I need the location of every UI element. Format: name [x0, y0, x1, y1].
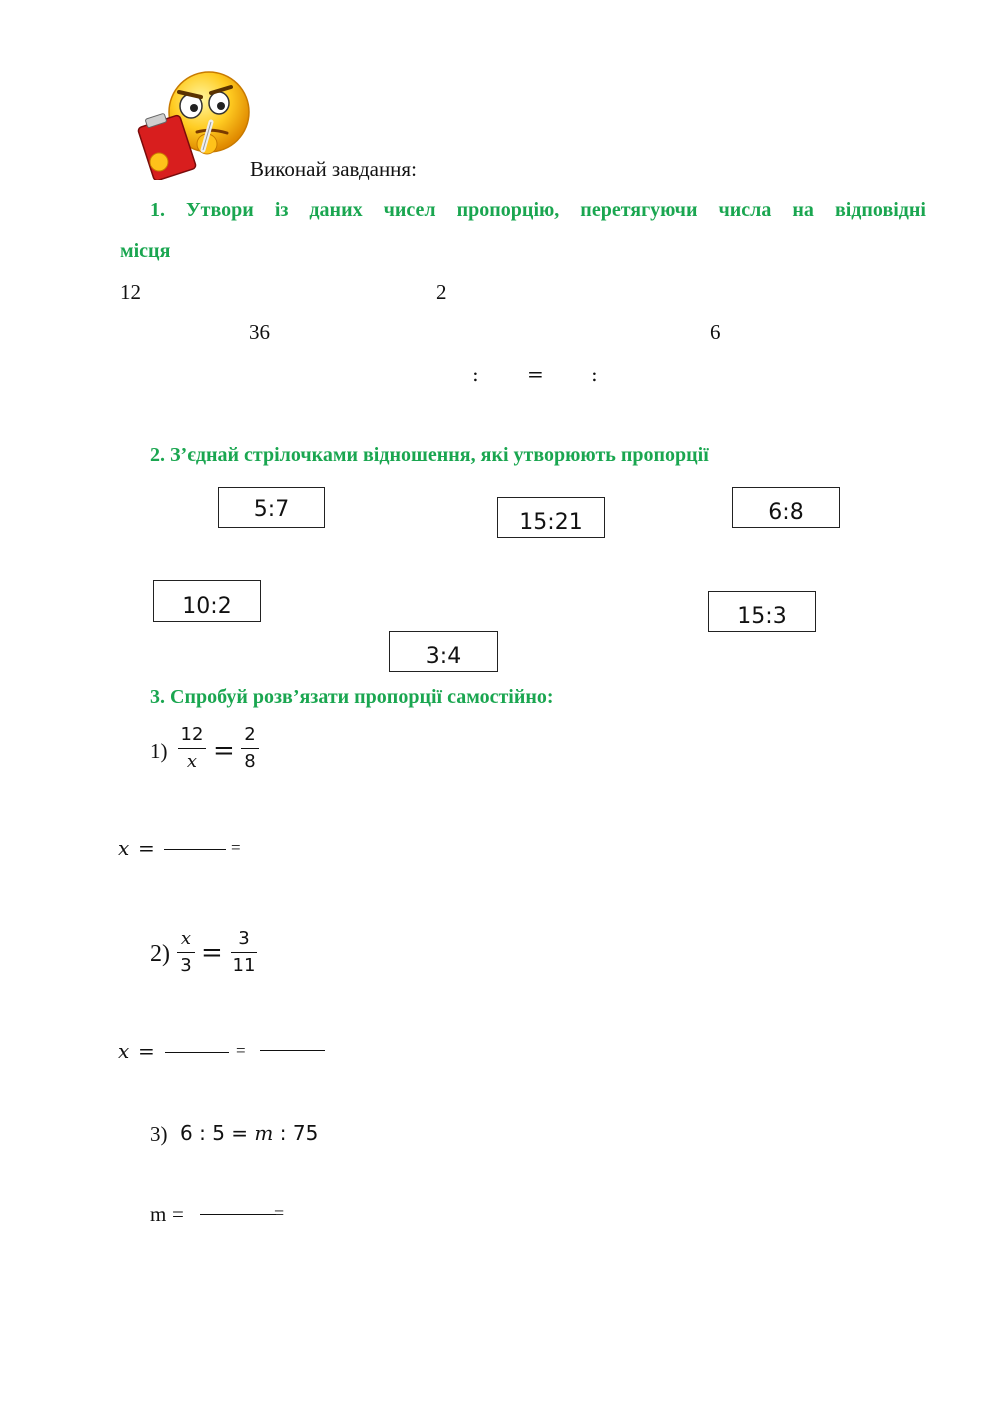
- drop-slot-3[interactable]: [550, 362, 590, 386]
- drop-slot-1[interactable]: [440, 362, 470, 386]
- instruction-text: Виконай завдання:: [250, 157, 417, 181]
- ratio-box-15-21[interactable]: 15:21: [497, 497, 605, 538]
- task3-title: 3. Спробуй розв’язати пропорції самостійно:: [150, 686, 554, 708]
- answer-3-variable: m: [150, 1202, 167, 1226]
- task1-title-continuation: місця: [120, 240, 171, 262]
- drop-slot-4[interactable]: [605, 362, 630, 386]
- equals-sign: =: [201, 938, 223, 968]
- equals-sign: =: [172, 1202, 184, 1226]
- drop-slot-2[interactable]: [490, 362, 526, 386]
- equals-sign: =: [138, 836, 155, 860]
- answer-3-fraction-line[interactable]: [200, 1214, 276, 1215]
- fraction-2-over-8: 2 8: [241, 724, 259, 772]
- answer-3-row: [150, 1202, 310, 1230]
- equals-sign: =: [527, 362, 544, 386]
- draggable-number-6[interactable]: 6: [710, 320, 721, 344]
- answer-1-fraction-line[interactable]: [164, 849, 226, 850]
- draggable-number-12[interactable]: 12: [120, 280, 141, 304]
- proportion-template: [440, 360, 630, 390]
- problem-2: [150, 926, 280, 990]
- equals-sign: =: [213, 736, 235, 766]
- answer-2-fraction-line-1[interactable]: [165, 1052, 229, 1053]
- fraction-x-over-3: x 3: [177, 928, 195, 976]
- fraction-3-over-11: 3 11: [232, 928, 256, 976]
- ratio-box-5-7[interactable]: 5:7: [218, 487, 325, 528]
- colon-sign: :: [591, 362, 598, 386]
- equals-sign: =: [231, 838, 241, 857]
- ratio-box-6-8[interactable]: 6:8: [732, 487, 840, 528]
- fraction-12-over-x: 12 x: [178, 724, 206, 772]
- problem-3-label: 3): [150, 1122, 168, 1146]
- ratio-box-10-2[interactable]: 10:2: [153, 580, 261, 622]
- ratio-box-3-4[interactable]: 3:4: [389, 631, 498, 672]
- answer-2-row: [118, 1039, 338, 1067]
- problem-1-label: 1): [150, 739, 168, 763]
- task2-title: 2. З’єднай стрілочками відношення, які утворюють пропорції: [150, 444, 709, 466]
- answer-2-variable: x: [118, 1039, 130, 1063]
- draggable-number-2[interactable]: 2: [436, 280, 447, 304]
- problem-3-expression: 6 : 5 = m : 75: [180, 1121, 319, 1145]
- equals-sign: =: [138, 1039, 155, 1063]
- task1-title: [150, 199, 926, 222]
- thinking-emoji-with-clipboard-icon: [137, 70, 252, 180]
- equals-sign: =: [236, 1041, 246, 1060]
- answer-2-fraction-line-2[interactable]: [260, 1050, 325, 1051]
- problem-3: [150, 1121, 350, 1149]
- ratio-box-15-3[interactable]: 15:3: [708, 591, 816, 632]
- answer-1-variable: x: [118, 836, 130, 860]
- equals-sign: =: [274, 1203, 285, 1223]
- draggable-number-36[interactable]: 36: [249, 320, 270, 344]
- problem-2-label: 2): [150, 941, 170, 967]
- answer-1-row: [118, 836, 258, 864]
- task1-title-line1: 1. Утвори із даних чисел пропорцію, перетягуючи числа на відповідні: [150, 199, 926, 221]
- problem-1: [150, 722, 280, 786]
- colon-sign: :: [472, 362, 479, 386]
